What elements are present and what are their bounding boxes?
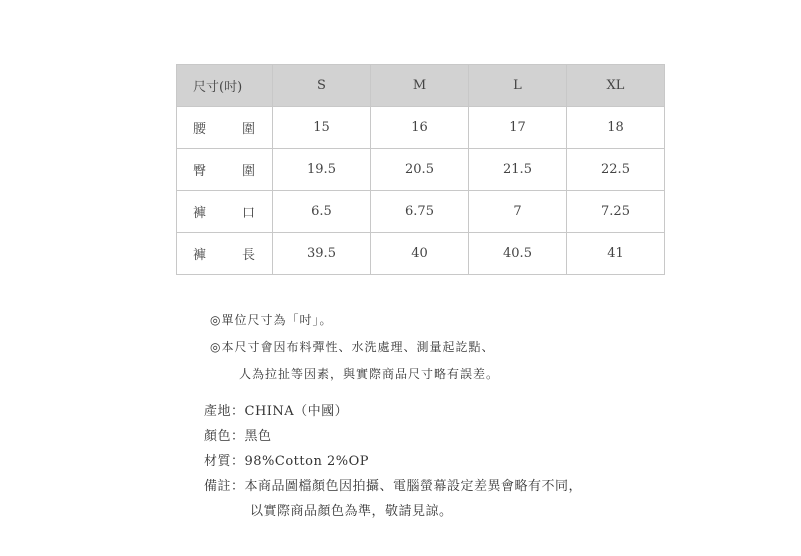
hip-row	[177, 149, 665, 191]
table-cell: 22.5	[567, 149, 665, 191]
origin-text: 產地：CHINA（中國）	[204, 404, 349, 419]
remark-text-cont: 以實際商品顏色為準，敬請見諒。	[250, 504, 453, 519]
table-cell: 40.5	[469, 233, 567, 275]
row-label: 腰 圍	[177, 107, 273, 149]
variance-note: ◎本尺寸會因布料彈性、水洗處理、測量起訖點、	[210, 340, 495, 354]
size-unit-header: 尺寸(吋)	[177, 65, 273, 107]
table-cell: 7	[469, 191, 567, 233]
table-cell: 18	[567, 107, 665, 149]
color-text: 顏色：黑色	[204, 429, 272, 444]
size-xl-header: XL	[567, 65, 665, 107]
table-cell: 6.5	[273, 191, 371, 233]
product-info	[204, 399, 582, 524]
row-label: 褲 口	[177, 191, 273, 233]
pants-length-row	[177, 233, 665, 275]
table-cell: 16	[371, 107, 469, 149]
table-cell: 7.25	[567, 191, 665, 233]
size-l-header: L	[469, 65, 567, 107]
table-cell: 17	[469, 107, 567, 149]
row-label: 臀 圍	[177, 149, 273, 191]
table-cell: 39.5	[273, 233, 371, 275]
row-label: 褲 長	[177, 233, 273, 275]
table-cell: 19.5	[273, 149, 371, 191]
table-cell: 6.75	[371, 191, 469, 233]
size-header-row	[177, 65, 665, 107]
unit-note: ◎單位尺寸為「吋」。	[210, 313, 333, 327]
size-notes	[210, 307, 499, 388]
material-text: 材質：98%Cotton 2%OP	[204, 454, 369, 469]
table-cell: 15	[273, 107, 371, 149]
size-m-header: M	[371, 65, 469, 107]
remark-text: 備註：本商品圖檔顏色因拍攝、電腦螢幕設定差異會略有不同，	[204, 479, 583, 494]
table-cell: 21.5	[469, 149, 567, 191]
size-chart-table	[176, 64, 665, 275]
table-cell: 40	[371, 233, 469, 275]
variance-note-cont: 人為拉扯等因素，與實際商品尺寸略有誤差。	[239, 367, 500, 381]
table-cell: 20.5	[371, 149, 469, 191]
leg-opening-row	[177, 191, 665, 233]
size-s-header: S	[273, 65, 371, 107]
waist-row	[177, 107, 665, 149]
table-cell: 41	[567, 233, 665, 275]
